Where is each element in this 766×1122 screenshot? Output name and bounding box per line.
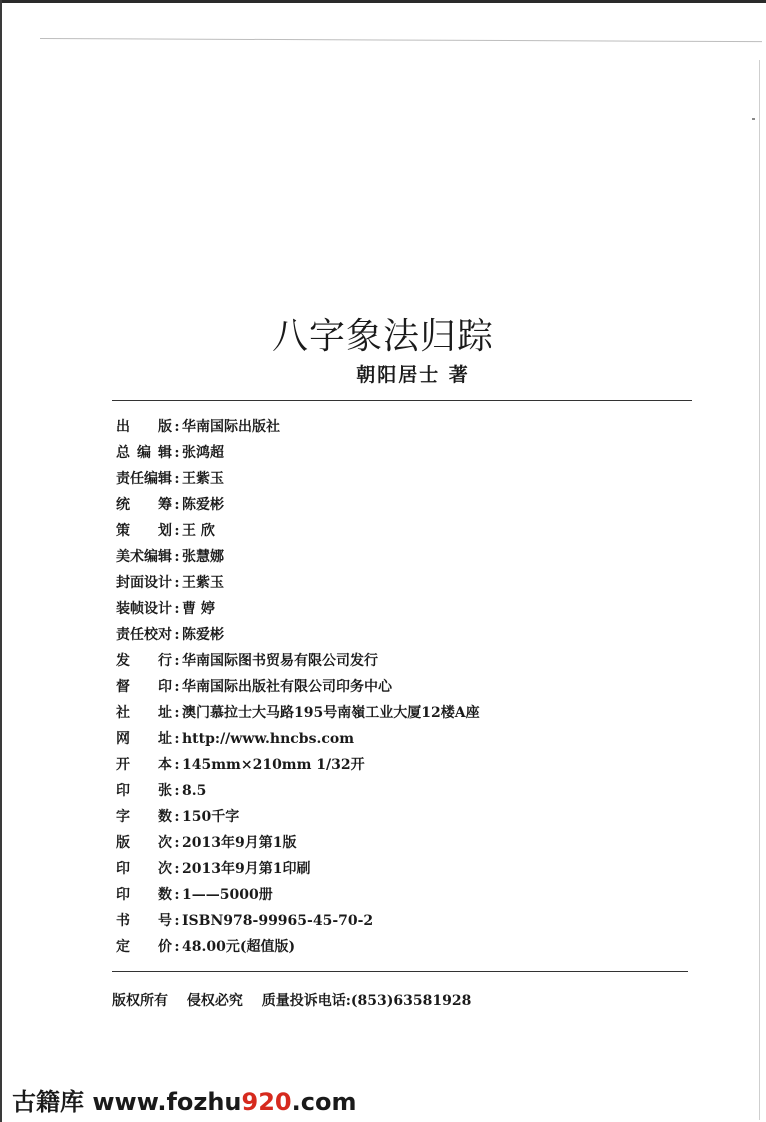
- label-char: 计: [158, 601, 172, 617]
- label-char: 印: [116, 783, 130, 799]
- colophon-row: [116, 544, 696, 570]
- label-char: 址: [158, 731, 172, 747]
- colophon-label: [116, 934, 172, 960]
- colophon-value: 王紫玉: [182, 575, 224, 591]
- colophon-colon: :: [174, 445, 180, 461]
- colophon-label: [116, 570, 172, 596]
- colophon-colon: :: [174, 887, 180, 903]
- colophon-value: 澳门慕拉士大马路195号南嶺工业大厦12楼A座: [182, 705, 480, 721]
- colophon-label: [116, 622, 172, 648]
- label-char: 印: [158, 679, 172, 695]
- book-title: 八字象法归踪: [271, 316, 494, 357]
- colophon-value: 王 欣: [182, 523, 215, 539]
- colophon-row: [116, 414, 696, 440]
- colophon-row: [116, 440, 696, 466]
- colophon-list: [116, 414, 696, 960]
- colophon-label: [116, 752, 172, 778]
- colophon-value: 张鸿超: [182, 445, 224, 461]
- colophon-value: 陈爱彬: [182, 627, 224, 643]
- label-char: 印: [116, 861, 130, 877]
- colophon-colon: :: [174, 627, 180, 643]
- colophon-value: 陈爱彬: [182, 497, 224, 513]
- label-char: 美: [116, 549, 130, 565]
- label-char: 校: [144, 627, 158, 643]
- colophon-row: [116, 752, 696, 778]
- colophon-label: [116, 440, 172, 466]
- colophon-row: [116, 596, 696, 622]
- colophon-row: [116, 778, 696, 804]
- label-char: 编: [137, 445, 151, 461]
- label-char: 帧: [130, 601, 144, 617]
- label-char: 设: [144, 575, 158, 591]
- label-char: 次: [158, 861, 172, 877]
- colophon-row: [116, 570, 696, 596]
- colophon-value: 华南国际图书贸易有限公司发行: [182, 653, 378, 669]
- colophon-label: [116, 700, 172, 726]
- site-watermark: [12, 1082, 360, 1117]
- label-char: 术: [130, 549, 144, 565]
- label-char: 责: [116, 471, 130, 487]
- colophon-colon: :: [174, 419, 180, 435]
- colophon-label: [116, 908, 172, 934]
- label-char: 数: [158, 809, 172, 825]
- colophon-row: [116, 674, 696, 700]
- label-char: 划: [158, 523, 172, 539]
- colophon-row: [116, 648, 696, 674]
- label-char: 责: [116, 627, 130, 643]
- colophon-row: [116, 830, 696, 856]
- label-char: 编: [144, 549, 158, 565]
- divider-bottom: [112, 971, 688, 972]
- colophon-row: [116, 804, 696, 830]
- label-char: 督: [116, 679, 130, 695]
- label-char: 总: [116, 445, 130, 461]
- colophon-row: [116, 908, 696, 934]
- scan-speck: [752, 118, 755, 120]
- label-char: 任: [130, 627, 144, 643]
- colophon-label: [116, 726, 172, 752]
- rights-reserved: 版权所有: [112, 993, 168, 1009]
- colophon-colon: :: [174, 653, 180, 669]
- colophon-colon: :: [174, 549, 180, 565]
- colophon-label: [116, 882, 172, 908]
- piracy-notice: 侵权必究: [186, 993, 243, 1009]
- label-char: 书: [116, 913, 130, 929]
- colophon-label: [116, 804, 172, 830]
- colophon-value: 王紫玉: [182, 471, 224, 487]
- scan-edge-right: [759, 60, 760, 1120]
- label-char: 计: [158, 575, 172, 591]
- colophon-value: 145mm×210mm 1/32开: [182, 757, 365, 773]
- label-char: 策: [116, 523, 130, 539]
- colophon-label: [116, 492, 172, 518]
- colophon-colon: :: [174, 471, 180, 487]
- colophon-value: 华南国际出版社有限公司印务中心: [182, 679, 392, 695]
- colophon-label: [116, 596, 172, 622]
- label-char: 社: [116, 705, 130, 721]
- colophon-label: [116, 466, 172, 492]
- colophon-colon: :: [174, 601, 180, 617]
- label-char: 行: [158, 653, 172, 669]
- book-author: 朝阳居士 著: [356, 364, 470, 386]
- colophon-row: [116, 492, 696, 518]
- colophon-value: ISBN978-99965-45-70-2: [182, 913, 374, 929]
- colophon-colon: :: [174, 757, 180, 773]
- label-char: 面: [130, 575, 144, 591]
- colophon-colon: :: [174, 861, 180, 877]
- scan-edge-top: [0, 0, 766, 3]
- colophon-label: [116, 648, 172, 674]
- colophon-label: [116, 518, 172, 544]
- colophon-row: [116, 466, 696, 492]
- label-char: 版: [116, 835, 130, 851]
- label-char: 辑: [158, 445, 172, 461]
- divider-top: [112, 400, 692, 401]
- colophon-value: 1——5000册: [182, 887, 273, 903]
- colophon-value: 150千字: [182, 809, 240, 825]
- label-char: 定: [116, 939, 130, 955]
- colophon-label: [116, 830, 172, 856]
- label-char: 版: [158, 419, 172, 435]
- colophon-value: 8.5: [182, 783, 207, 799]
- colophon-value: 2013年9月第1版: [182, 835, 297, 851]
- colophon-colon: :: [174, 575, 180, 591]
- colophon-colon: :: [174, 705, 180, 721]
- top-rule: [40, 38, 762, 42]
- label-char: 出: [116, 419, 130, 435]
- colophon-label: [116, 414, 172, 440]
- colophon-row: [116, 700, 696, 726]
- label-char: 价: [158, 939, 172, 955]
- colophon-colon: :: [174, 809, 180, 825]
- label-char: 号: [158, 913, 172, 929]
- label-char: 筹: [158, 497, 172, 513]
- copyright-footer: [112, 990, 485, 1010]
- label-char: 次: [158, 835, 172, 851]
- colophon-row: [116, 856, 696, 882]
- label-char: 封: [116, 575, 130, 591]
- colophon-value: 2013年9月第1印刷: [182, 861, 311, 877]
- colophon-colon: :: [174, 939, 180, 955]
- label-char: 发: [116, 653, 130, 669]
- label-char: 统: [116, 497, 130, 513]
- watermark-suffix: .com: [291, 1088, 357, 1116]
- complaint-hotline: 质量投诉电话:(853)63581928: [261, 993, 472, 1009]
- label-char: 辑: [158, 471, 172, 487]
- colophon-colon: :: [174, 783, 180, 799]
- watermark-prefix: 古籍库 www.fozhu: [12, 1088, 242, 1116]
- label-char: 编: [144, 471, 158, 487]
- colophon-value: http://www.hncbs.com: [182, 731, 355, 747]
- colophon-label: [116, 856, 172, 882]
- scan-edge-left: [0, 0, 2, 1122]
- colophon-colon: :: [174, 523, 180, 539]
- colophon-row: [116, 934, 696, 960]
- label-char: 字: [116, 809, 130, 825]
- colophon-row: [116, 726, 696, 752]
- label-char: 数: [158, 887, 172, 903]
- colophon-value: 48.00元(超值版): [182, 939, 296, 955]
- colophon-value: 张慧娜: [182, 549, 224, 565]
- label-char: 本: [158, 757, 172, 773]
- label-char: 开: [116, 757, 130, 773]
- colophon-colon: :: [174, 497, 180, 513]
- colophon-label: [116, 778, 172, 804]
- colophon-colon: :: [174, 731, 180, 747]
- label-char: 设: [144, 601, 158, 617]
- colophon-colon: :: [174, 835, 180, 851]
- colophon-row: [116, 882, 696, 908]
- label-char: 网: [116, 731, 130, 747]
- label-char: 辑: [158, 549, 172, 565]
- label-char: 印: [116, 887, 130, 903]
- label-char: 任: [130, 471, 144, 487]
- colophon-label: [116, 674, 172, 700]
- watermark-highlight: 920: [241, 1088, 292, 1116]
- colophon-colon: :: [174, 913, 180, 929]
- colophon-value: 华南国际出版社: [182, 419, 280, 435]
- colophon-value: 曹 婷: [182, 601, 215, 617]
- label-char: 址: [158, 705, 172, 721]
- label-char: 对: [158, 627, 172, 643]
- colophon-row: [116, 518, 696, 544]
- label-char: 装: [116, 601, 130, 617]
- colophon-label: [116, 544, 172, 570]
- label-char: 张: [158, 783, 172, 799]
- colophon-colon: :: [174, 679, 180, 695]
- colophon-row: [116, 622, 696, 648]
